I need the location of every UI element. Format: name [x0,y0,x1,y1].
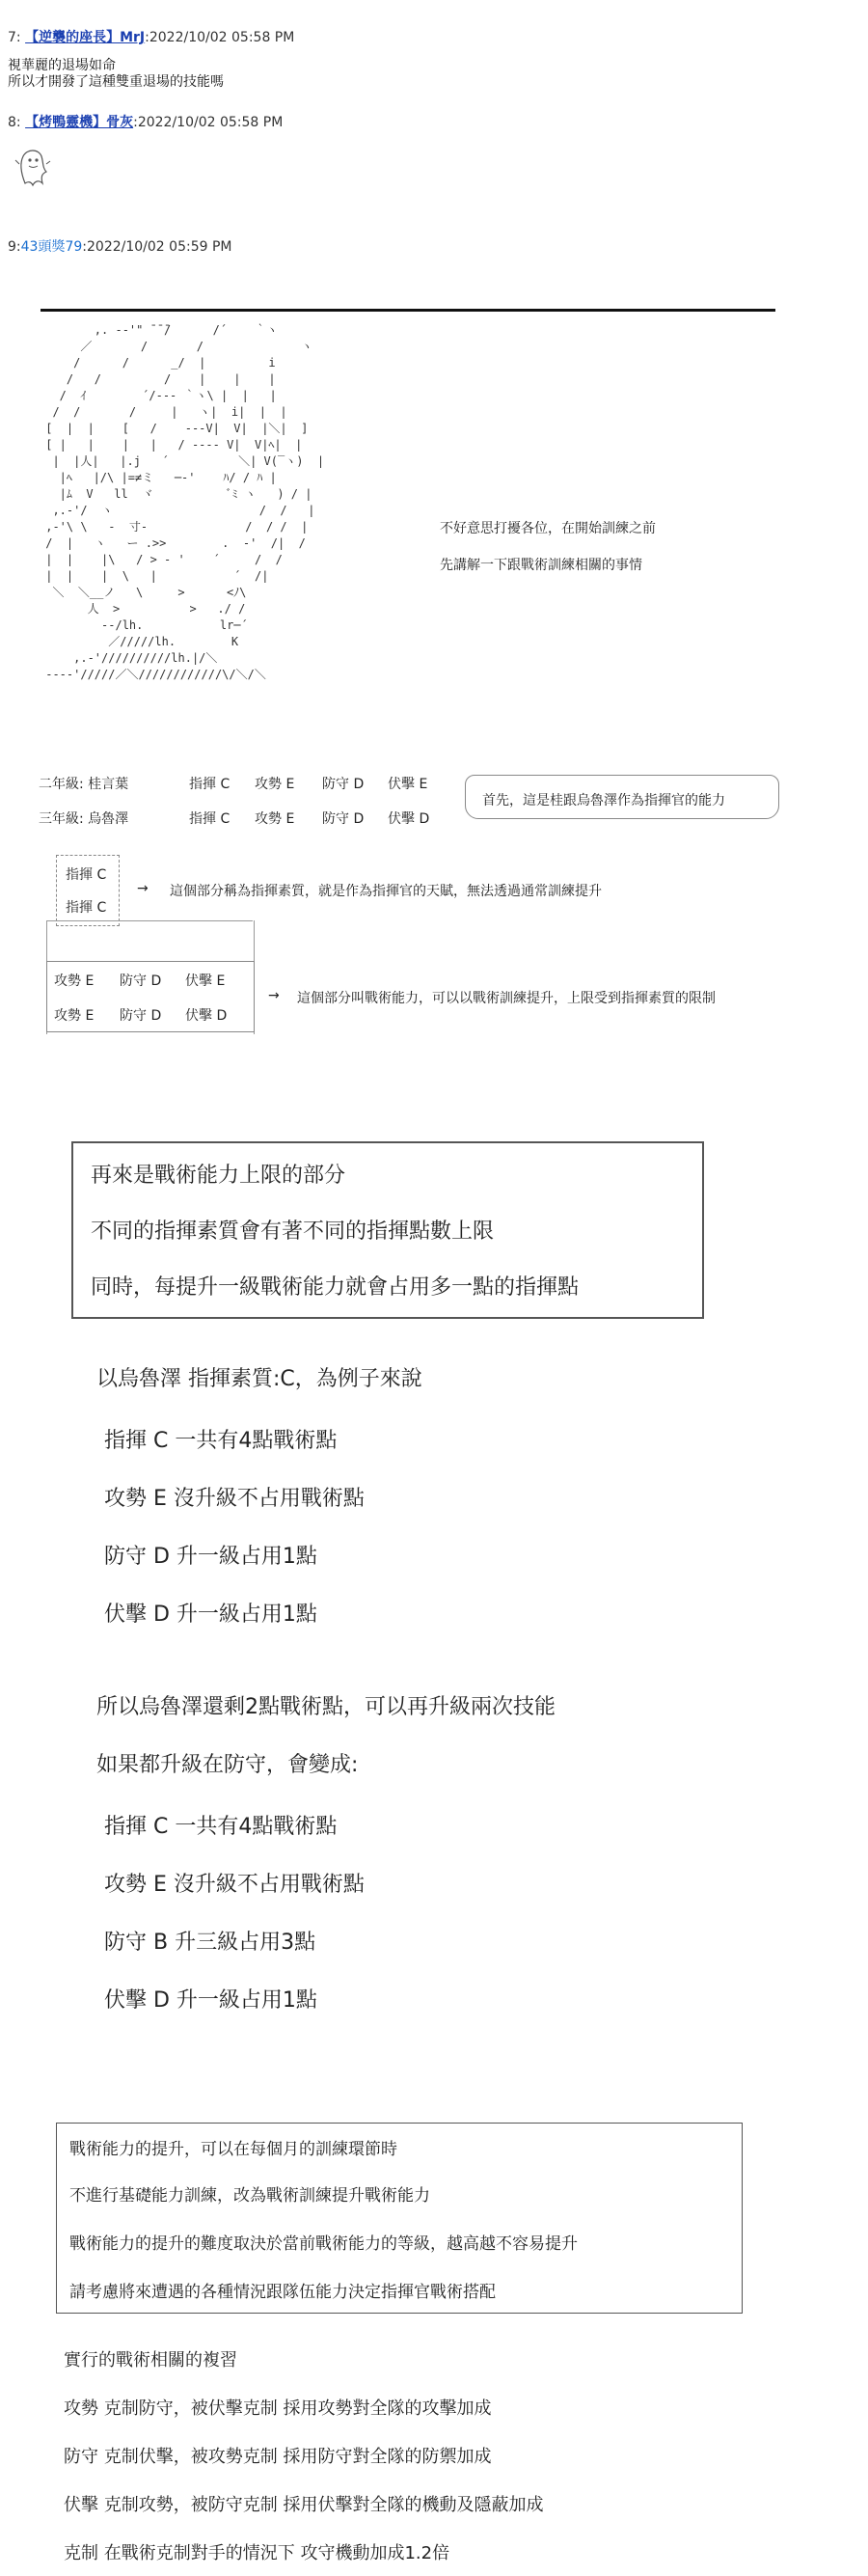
training-line: 戰術能力的提升的難度取決於當前戰術能力的等級，越高越不容易提升 [69,2234,578,2254]
review-line: 伏擊 克制攻勢，被防守克制 採用伏擊對全隊的機動及隱蔽加成 [64,2495,544,2515]
example-item: 指揮 C 一共有4點戰術點 [104,1815,338,1839]
example-item: 伏擊 D 升一級占用1點 [104,1988,317,2013]
training-line: 不進行基礎能力訓練，改為戰術訓練提升戰術能力 [69,2186,430,2206]
post-time: 2022/10/02 05:58 PM [149,30,295,45]
post-header-8: 8: 【烤鴨靈機】骨灰:2022/10/02 05:58 PM [8,115,284,130]
post-body-7 [8,58,224,91]
example-result: 所以烏魯澤還剩2點戰術點，可以再升級兩次技能 [96,1695,556,1719]
post-text-line: 視華麗的退場如命 [8,58,116,73]
example-result: 如果都升級在防守，會變成: [96,1753,359,1777]
aa-caption-1: 不好意思打擾各位，在開始訓練之前 [440,521,656,536]
limit-line: 不同的指揮素質會有著不同的指揮點數上限 [91,1219,495,1244]
limit-line: 同時，每提升一級戰術能力就會占用多一點的指揮點 [91,1275,580,1300]
example-item: 防守 B 升三級占用3點 [104,1931,316,1955]
training-line: 戰術能力的提升，可以在每個月的訓練環節時 [69,2140,397,2159]
skill-offense: 攻勢 E [54,973,95,989]
skill-ambush: 伏擊 D [185,1008,228,1024]
post-header-7: 7: 【逆襲的座長】MrJ:2022/10/02 05:58 PM [8,30,295,45]
post-time: 2022/10/02 05:58 PM [137,115,284,130]
aa-caption-2: 先講解一下跟戰術訓練相關的事情 [440,558,642,573]
arrow-right-icon: → [137,881,149,896]
post-id-link[interactable]: 43頭獎79 [20,239,83,255]
tactical-limit-box [71,1141,704,1319]
skill-offense: 攻勢 E [54,1008,95,1024]
speech-text: 首先，這是桂跟烏魯澤作為指揮官的能力 [482,793,725,808]
poster-name-link[interactable]: 【逆襲的座長】MrJ [25,30,146,45]
example-item: 攻勢 E 沒升級不占用戰術點 [104,1487,365,1511]
command-item: 指揮 C [66,867,107,883]
poster-name-link[interactable]: 【烤鴨靈機】骨灰 [25,115,134,130]
stat-defense: 防守 D [322,777,365,792]
stat-ambush: 伏擊 D [388,811,430,827]
example-item: 攻勢 E 沒升級不占用戰術點 [104,1873,365,1897]
skills-description: 這個部分叫戰術能力，可以以戰術訓練提升，上限受到指揮素質的限制 [297,991,716,1006]
training-box [56,2123,743,2314]
post-number: 9 [8,239,16,255]
post-text-line: 所以才開發了這種雙重退場的技能嗎 [8,74,224,90]
review-title: 實行的戰術相關的複習 [64,2350,237,2370]
limit-line: 再來是戰術能力上限的部分 [91,1164,346,1188]
example-intro: 以烏魯澤 指揮素質:C，為例子來說 [96,1367,422,1391]
skill-defense: 防守 D [120,1008,162,1024]
stat-ambush: 伏擊 E [388,777,428,792]
skill-ambush: 伏擊 E [185,973,226,989]
training-line: 請考慮將來遭遇的各種情況跟隊伍能力決定指揮官戰術搭配 [69,2283,496,2302]
ascii-art-character: ,. -‐'" ̄ ̄ ̄/ /´ ｀ヽ ／ / / ヽ / / _/ | i / / / | | | / ｲ ´/‐‐‐ ｀ヽ\ | | | / / / | ヽ| i| | | [ | | [ / ‐-‐V| V| |＼| ] [ | | | | / ‐‐-‐ V| V|ﾍ| | | |人| |.j ´ ＼| V(‾ヽ) | |ﾍ |/\ |=≠ミ ─‐' ﾊ/ / ﾊ | |ﾑ V ll ヾ ﾞﾐ ヽ ) / | ,.-'/ ヽ / / | ,-'\ \ ‐ 寸‐ / / / | / | ヽ ー .>> . ‐' /| / | | |\ / > ‐ ' ´ / / | | | \ | ´ /| ＼ ＼__ノ \ > <ﾉ\ 人 > > ./ / ‐‐/lh. lr─´ ／/////lh. K ,.‐'//////////lh.|/＼ ‐‐-‐'/////／＼////////////\/＼/＼ [45,323,325,681]
stat-defense: 防守 D [322,811,365,827]
stat-command: 指揮 C [189,811,231,827]
stat-offense: 攻勢 E [255,777,295,792]
post-time: 2022/10/02 05:59 PM [87,239,232,255]
grade-row-1: 二年級: 桂言葉 [39,777,129,792]
review-line: 克制 在戰術克制對手的情況下 攻守機動加成1.2倍 [64,2543,450,2563]
post-number: 8 [8,115,16,130]
arrow-right-icon: → [268,988,280,1003]
stat-command: 指揮 C [189,777,231,792]
post-number: 7 [8,30,16,45]
ghost-mascot-icon [14,145,52,187]
post-header-9: 9:43頭獎79:2022/10/02 05:59 PM [8,239,232,255]
review-line: 防守 克制伏擊，被攻勢克制 採用防守對全隊的防禦加成 [64,2447,492,2467]
command-item: 指揮 C [66,900,107,916]
skill-defense: 防守 D [120,973,162,989]
example-item: 防守 D 升一級占用1點 [104,1545,317,1569]
review-line: 攻勢 克制防守，被伏擊克制 採用攻勢對全隊的攻擊加成 [64,2398,492,2419]
example-item: 指揮 C 一共有4點戰術點 [104,1429,338,1453]
command-description: 這個部分稱為指揮素質，就是作為指揮官的天賦，無法透過通常訓練提升 [170,884,602,899]
grade-row-2: 三年級: 烏魯澤 [39,811,129,827]
stat-offense: 攻勢 E [255,811,295,827]
divider-line [41,309,775,312]
example-item: 伏擊 D 升一級占用1點 [104,1603,317,1627]
